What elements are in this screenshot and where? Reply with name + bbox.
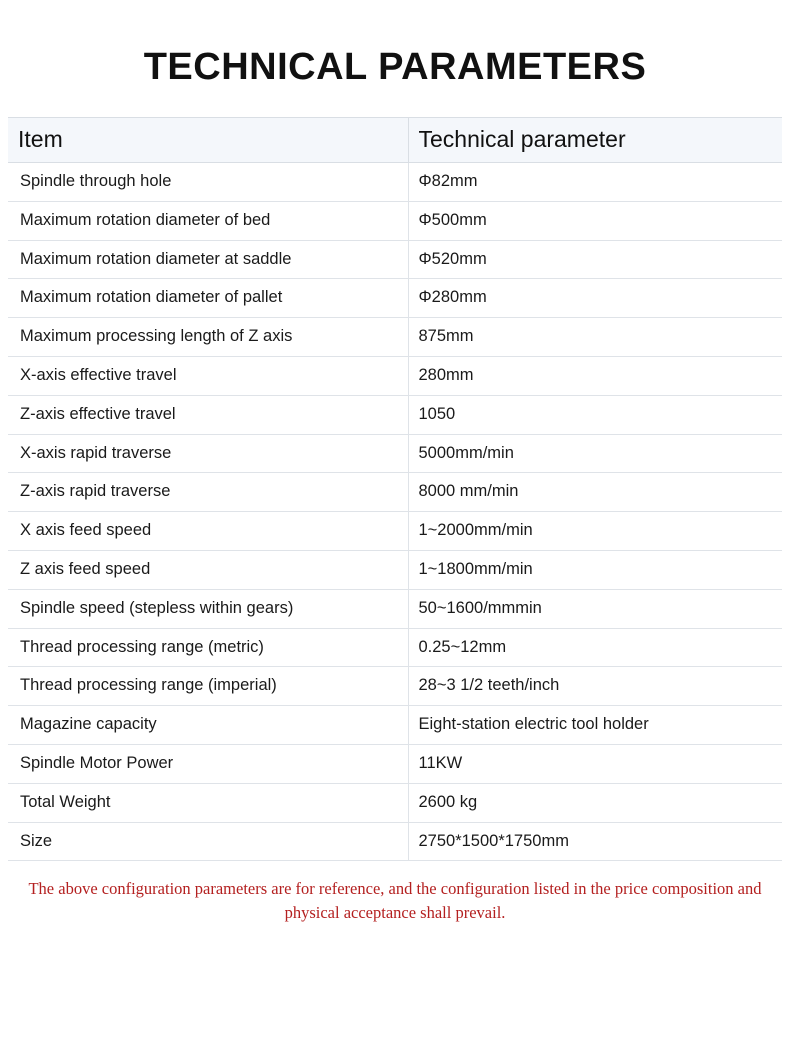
- row-item-label: Maximum rotation diameter of pallet: [8, 279, 408, 318]
- row-item-value: 1050: [408, 395, 782, 434]
- table-row: [8, 163, 782, 202]
- table-row: [8, 279, 782, 318]
- row-item-value: 8000 mm/min: [408, 473, 782, 512]
- row-item-value: Φ82mm: [408, 163, 782, 202]
- row-item-label: Maximum processing length of Z axis: [8, 318, 408, 357]
- table-row: [8, 822, 782, 861]
- table-row: [8, 395, 782, 434]
- row-item-label: Spindle speed (stepless within gears): [8, 589, 408, 628]
- table-header-row: [8, 118, 782, 163]
- table-header: [8, 118, 782, 163]
- row-item-label: Thread processing range (imperial): [8, 667, 408, 706]
- row-item-value: 2750*1500*1750mm: [408, 822, 782, 861]
- table-row: [8, 356, 782, 395]
- row-item-label: X-axis effective travel: [8, 356, 408, 395]
- table-row: [8, 589, 782, 628]
- table-row: [8, 473, 782, 512]
- row-item-label: Z-axis effective travel: [8, 395, 408, 434]
- table-row: [8, 434, 782, 473]
- table-row: [8, 628, 782, 667]
- table-row: [8, 201, 782, 240]
- row-item-value: Eight-station electric tool holder: [408, 706, 782, 745]
- row-item-value: 11KW: [408, 744, 782, 783]
- page-title: TECHNICAL PARAMETERS: [143, 46, 647, 88]
- row-item-value: 50~1600/mmmin: [408, 589, 782, 628]
- row-item-value: 1~2000mm/min: [408, 512, 782, 551]
- row-item-label: Spindle Motor Power: [8, 744, 408, 783]
- disclaimer-note: The above configuration parameters are for reference, and the configuration listed in the price composition and physical acceptance shall prevail.: [28, 879, 762, 923]
- row-item-label: Spindle through hole: [8, 163, 408, 202]
- row-item-label: Magazine capacity: [8, 706, 408, 745]
- table-row: [8, 744, 782, 783]
- row-item-value: 0.25~12mm: [408, 628, 782, 667]
- row-item-value: 1~1800mm/min: [408, 550, 782, 589]
- column-header-item: Item: [8, 118, 408, 163]
- row-item-label: Maximum rotation diameter at saddle: [8, 240, 408, 279]
- table-row: [8, 667, 782, 706]
- table-row: [8, 706, 782, 745]
- table-row: [8, 512, 782, 551]
- spec-table-container: [0, 117, 790, 861]
- row-item-label: Thread processing range (metric): [8, 628, 408, 667]
- row-item-value: 875mm: [408, 318, 782, 357]
- technical-parameters-table: [8, 117, 782, 861]
- row-item-value: Φ280mm: [408, 279, 782, 318]
- row-item-label: X axis feed speed: [8, 512, 408, 551]
- table-row: [8, 783, 782, 822]
- row-item-label: X-axis rapid traverse: [8, 434, 408, 473]
- table-row: [8, 318, 782, 357]
- row-item-label: Z-axis rapid traverse: [8, 473, 408, 512]
- table-row: [8, 550, 782, 589]
- row-item-label: Maximum rotation diameter of bed: [8, 201, 408, 240]
- row-item-value: 28~3 1/2 teeth/inch: [408, 667, 782, 706]
- row-item-value: Φ520mm: [408, 240, 782, 279]
- table-row: [8, 240, 782, 279]
- row-item-value: 2600 kg: [408, 783, 782, 822]
- row-item-label: Z axis feed speed: [8, 550, 408, 589]
- row-item-value: 280mm: [408, 356, 782, 395]
- row-item-label: Total Weight: [8, 783, 408, 822]
- row-item-label: Size: [8, 822, 408, 861]
- column-header-value: Technical parameter: [408, 118, 782, 163]
- row-item-value: 5000mm/min: [408, 434, 782, 473]
- row-item-value: Φ500mm: [408, 201, 782, 240]
- table-body: [8, 163, 782, 861]
